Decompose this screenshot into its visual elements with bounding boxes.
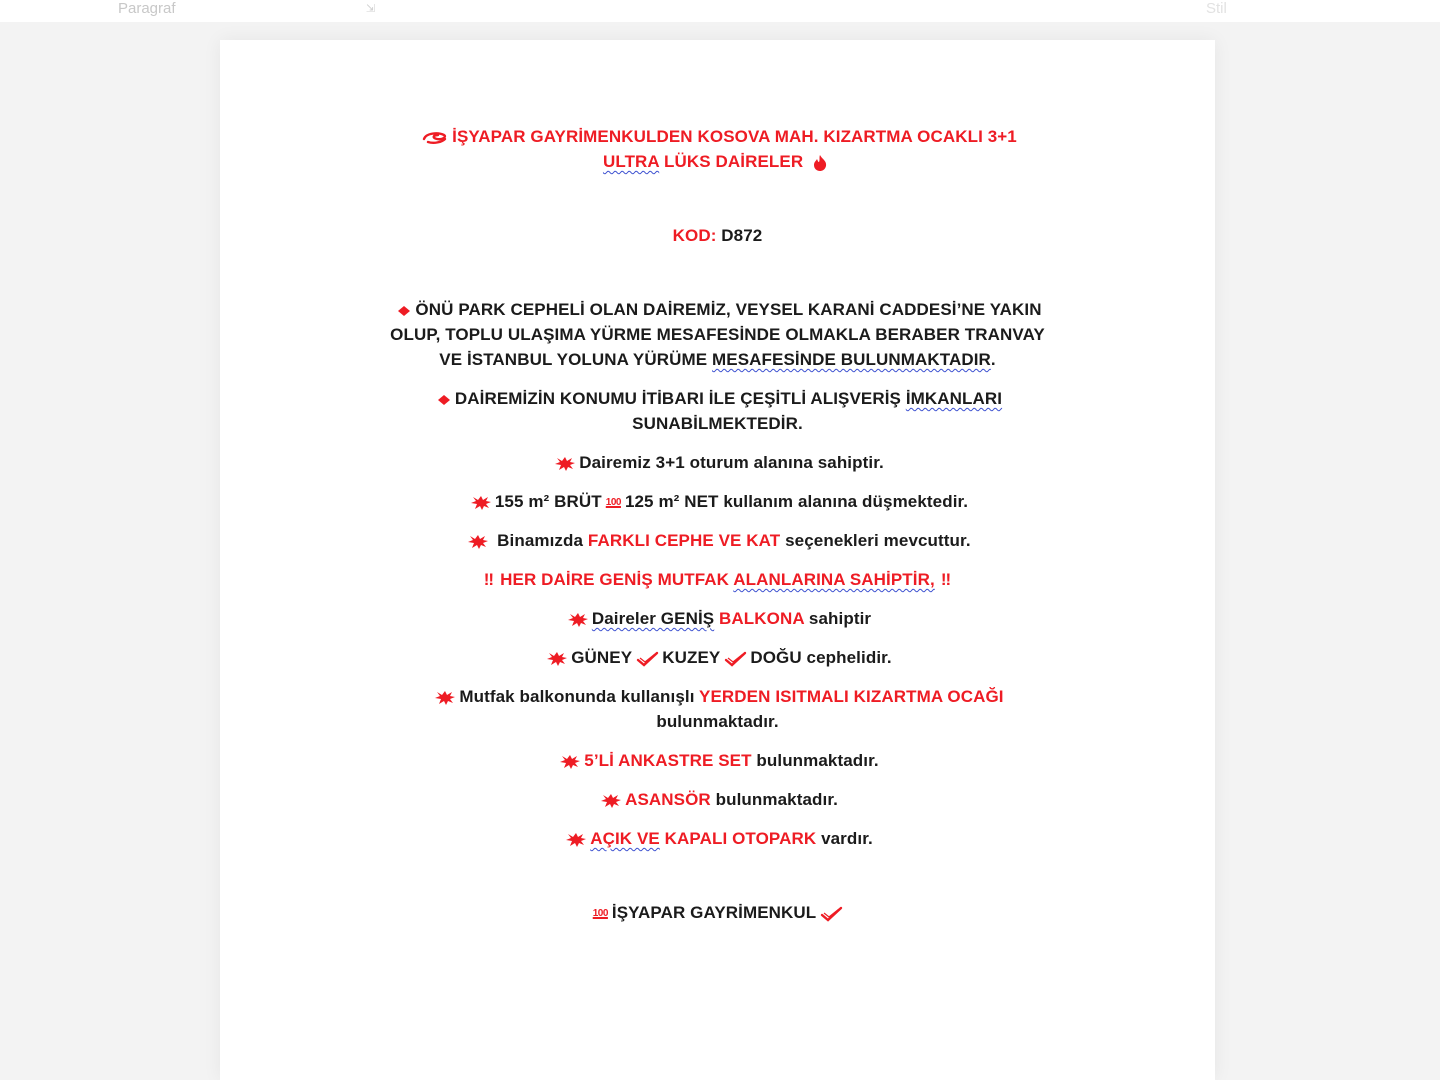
p8-a: GÜNEY bbox=[571, 648, 633, 667]
red-spark-icon bbox=[468, 535, 488, 549]
title-line-2 bbox=[340, 149, 1095, 174]
p12-b: vardır. bbox=[816, 829, 873, 848]
p4-a: 155 m² BRÜT bbox=[494, 492, 602, 511]
code-line bbox=[340, 223, 1095, 248]
spacer bbox=[340, 592, 1095, 606]
code-value: D872 bbox=[716, 226, 763, 245]
title-line-1 bbox=[340, 124, 1095, 149]
document-body[interactable] bbox=[340, 124, 1095, 925]
spacer bbox=[340, 670, 1095, 684]
p12-red: KAPALI OTOPARK bbox=[659, 829, 817, 848]
p2-a-sq: İMKANLARI bbox=[905, 389, 1003, 408]
red-spark-icon bbox=[471, 496, 491, 510]
red-spark-icon bbox=[547, 652, 567, 666]
p12-sq: AÇIK VE bbox=[590, 829, 660, 848]
spacer bbox=[340, 514, 1095, 528]
p1-c: VE İSTANBUL YOLUNA YÜRÜME bbox=[439, 350, 712, 369]
red-spark-icon bbox=[560, 755, 580, 769]
p1-c-sq: MESAFESİNDE BULUNMAKTADIR bbox=[712, 350, 991, 369]
p2-line-b: SUNABİLMEKTEDİR. bbox=[632, 414, 803, 433]
feature-kitchen bbox=[340, 567, 1095, 592]
dialog-launcher-icon[interactable]: ⇲ bbox=[366, 3, 376, 15]
hundred-points-icon: 100 bbox=[592, 907, 608, 919]
feature-fryer bbox=[340, 684, 1095, 709]
red-spark-icon bbox=[566, 833, 586, 847]
title-text-1: İŞYAPAR GAYRİMENKULDEN KOSOVA MAH. KIZARTMA OCAKLI 3+1 bbox=[452, 127, 1017, 146]
p11-red: ASANSÖR bbox=[625, 790, 711, 809]
spacer bbox=[340, 475, 1095, 489]
p9-line-b: bulunmaktadır. bbox=[656, 712, 779, 731]
p5-b: seçenekleri mevcuttur. bbox=[780, 531, 971, 550]
feature-elevator bbox=[340, 787, 1095, 812]
p7-sq: Daireler GENİŞ bbox=[591, 609, 715, 628]
red-spark-icon bbox=[555, 457, 575, 471]
spacer bbox=[340, 851, 1095, 900]
footer-text: İŞYAPAR GAYRİMENKUL bbox=[611, 903, 817, 922]
p7-red: BALKONA bbox=[714, 609, 805, 628]
hundred-points-icon: 100 bbox=[605, 496, 621, 508]
spacer bbox=[340, 553, 1095, 567]
ribbon-strip bbox=[0, 0, 1440, 22]
p5-red: FARKLI CEPHE VE KAT bbox=[587, 531, 781, 550]
red-spark-icon bbox=[568, 613, 588, 627]
feature-parking bbox=[340, 826, 1095, 851]
p7-b: sahiptir bbox=[804, 609, 872, 628]
red-spark-icon bbox=[601, 794, 621, 808]
check-mark-icon bbox=[724, 652, 746, 666]
p1-c-end: . bbox=[990, 350, 996, 369]
spacer bbox=[340, 773, 1095, 787]
spacer bbox=[340, 248, 1095, 297]
check-mark-icon bbox=[636, 652, 658, 666]
feature-rooms bbox=[340, 450, 1095, 475]
p8-b: KUZEY bbox=[662, 648, 721, 667]
title-ultra: ULTRA bbox=[602, 152, 660, 171]
spacer bbox=[340, 436, 1095, 450]
red-spark-icon bbox=[435, 691, 455, 705]
p9-a: Mutfak balkonunda kullanışlı bbox=[459, 687, 700, 706]
spacer bbox=[340, 174, 1095, 223]
footer-signature bbox=[340, 900, 1095, 925]
p9-red: YERDEN ISITMALI KIZARTMA OCAĞI bbox=[699, 687, 1004, 706]
feature-options bbox=[340, 528, 1095, 553]
red-diamond-icon bbox=[437, 394, 451, 406]
p2-a: DAİREMİZİN KONUMU İTİBARI İLE ÇEŞİTLİ ALIŞVERİŞ bbox=[454, 389, 906, 408]
p1-line-b: OLUP, TOPLU ULAŞIMA YÜRME MESAFESİNDE OLMAKLA BERABER TRANVAY bbox=[390, 325, 1045, 344]
spacer bbox=[340, 812, 1095, 826]
spacer bbox=[340, 372, 1095, 386]
p11-b: bulunmaktadır. bbox=[710, 790, 838, 809]
p10-b: bulunmaktadır. bbox=[751, 751, 879, 770]
p10-red: 5’Lİ ANKASTRE SET bbox=[584, 751, 752, 770]
feature-facade bbox=[340, 645, 1095, 670]
feature-builtin bbox=[340, 748, 1095, 773]
feature-balcony bbox=[340, 606, 1095, 631]
red-diamond-icon bbox=[397, 305, 411, 317]
spacer bbox=[340, 734, 1095, 748]
styles-group-label: Stil bbox=[1206, 0, 1227, 17]
check-mark-icon bbox=[820, 907, 842, 921]
p1-a: ÖNÜ PARK CEPHELİ OLAN DAİREMİZ, VEYSEL KARANİ CADDESİ’NE YAKIN bbox=[415, 300, 1042, 319]
cyclone-icon bbox=[422, 131, 448, 145]
fire-icon bbox=[812, 154, 828, 172]
p8-c: DOĞU cephelidir. bbox=[750, 648, 892, 667]
p6-a: HER DAİRE GENİŞ MUTFAK bbox=[500, 570, 734, 589]
p6-sq: ALANLARINA SAHİPTİR, bbox=[733, 570, 935, 589]
p1-line-c bbox=[340, 347, 1095, 372]
p3-text: Dairemiz 3+1 oturum alanına sahiptir. bbox=[579, 453, 884, 472]
paragraph-group-label: Paragraf bbox=[118, 0, 176, 17]
code-label: KOD: bbox=[672, 226, 717, 245]
p4-b: 125 m² NET kullanım alanına düşmektedir. bbox=[624, 492, 969, 511]
feature-area bbox=[340, 489, 1095, 514]
p5-a: Binamızda bbox=[492, 531, 588, 550]
paragraph-location-1 bbox=[340, 297, 1095, 322]
title-text-2: LÜKS DAİRELER bbox=[659, 152, 804, 171]
double-exclamation-icon: ‼ bbox=[940, 570, 952, 589]
paragraph-location-2 bbox=[340, 386, 1095, 411]
spacer bbox=[340, 631, 1095, 645]
document-page[interactable] bbox=[220, 40, 1215, 1080]
double-exclamation-icon: ‼ bbox=[483, 570, 495, 589]
